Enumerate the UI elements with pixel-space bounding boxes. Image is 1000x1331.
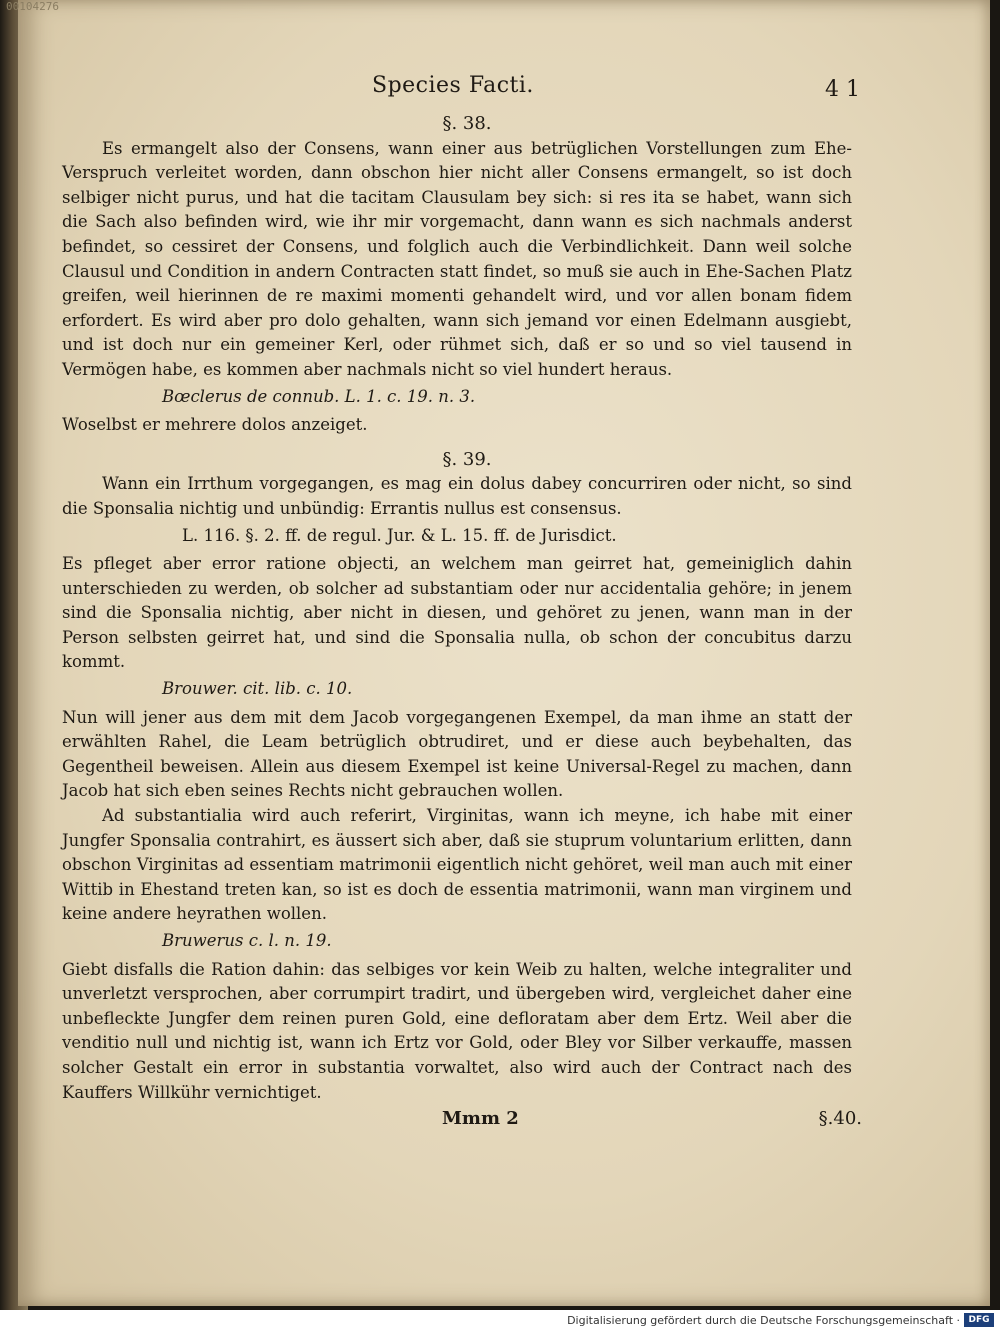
citation: Bruwerus c. l. n. 19. bbox=[162, 931, 332, 950]
citation: Bœclerus de connub. L. 1. c. 19. n. 3. bbox=[162, 386, 476, 406]
citation: L. 116. §. 2. ff. de regul. Jur. & L. 15. ff. de Jurisdict. bbox=[182, 525, 617, 545]
page-number: 4 1 bbox=[825, 77, 860, 102]
page-text bbox=[62, 70, 862, 1137]
page-footer bbox=[62, 1107, 862, 1137]
paragraph: Ad substantialia wird auch referirt, Virginitas, wann ich meyne, ich habe mit einer Jungfer Sponsalia contrahirt, es äussert sich aber, daß sie stuprum voluntarium erlitten, dann obschon Virginitas ad essentiam matrimonii eigentlich nicht gehöret, weil man auch mit einer Wittib in Ehestand treten kan, so ist es doch de essentia matrimonii, wann man virginem und keine andere heyrathen wollen. bbox=[62, 806, 852, 924]
paragraph: Es ermangelt also der Consens, wann einer aus betrüglichen Vorstellungen zum Ehe-Verspruch verleitet worden, dann obschon hier nicht aller Consens ermangelt, so ist doch selbiger nicht purus, und hat die tacitam Clausulam bey sich: si res ita se habet, wann sich die Sach also befinden wird, wie ihr mir vorgemacht, dann wann es sich nachmals anderst befindet, so cessiret der Consens, und folglich auch die Verbindlichkeit. Dann weil solche Clausul und Condition in andern Contracten statt findet, so muß sie auch in Ehe-Sachen Platz greifen, weil hierinnen de re maximi momenti gehandelt wird, und vor allen bonam fidem erfordert. Es wird aber pro dolo gehalten, wann sich jemand vor einen Edelmann ausgiebt, und ist doch nur ein gemeiner Kerl, oder rühmet sich, daß er so und so viel tausend in Vermögen habe, es kommen aber nachmals nicht so viel hundert heraus. bbox=[62, 138, 852, 379]
signature-mark: Mmm 2 bbox=[442, 1108, 519, 1130]
funding-note: Digitalisierung gefördert durch die Deutsche Forschungsgemeinschaft · bbox=[567, 1314, 960, 1327]
page-header bbox=[62, 70, 860, 110]
catchword: §.40. bbox=[818, 1108, 862, 1130]
paragraph: Wann ein Irrthum vorgegangen, es mag ein dolus dabey concurriren oder nicht, so sind die Sponsalia nichtig und unbündig: Errantis nullus est consensus. bbox=[62, 474, 852, 518]
paragraph: Es pfleget aber error ratione objecti, an welchem man geirret hat, gemeiniglich dahin unterschieden zu werden, ob solcher ad substantiam oder nur accidentalia gehöre; in jenem sind die Sponsalia nichtig, aber nicht in diesen, und gehöret zu jenen, wann man in der Person selbsten geirret hat, und sind die Sponsalia nulla, ob schon der concubitus darzu kommt. bbox=[62, 554, 852, 672]
digitization-footer bbox=[0, 1310, 1000, 1331]
section-heading-38: §. 38. bbox=[442, 113, 492, 134]
running-title: Species Facti. bbox=[372, 73, 534, 98]
paragraph: Woselbst er mehrere dolos anzeiget. bbox=[62, 415, 368, 435]
reference-id: 00104276 bbox=[6, 0, 59, 13]
citation: Brouwer. cit. lib. c. 10. bbox=[162, 679, 353, 699]
paragraph: Giebt disfalls die Ration dahin: das selbiges vor kein Weib zu halten, welche integraliter und unverletzt versprochen, aber corrumpirt tradirt, und übergeben wird, vergleichet daher eine unbefleckte Jungfer dem reinen puren Gold, eine defloratam aber dem Ertz. Weil aber die venditio null und nichtig ist, wann ich Ertz vor Gold, oder Bley vor Silber verkauffe, massen solcher Gestalt ein error in substantia vorwaltet, also wird auch der Contract nach des Kauffers Willkühr vernichtiget. bbox=[62, 959, 852, 1102]
paragraph: Nun will jener aus dem mit dem Jacob vorgegangenen Exempel, da man ihme an statt der erwählten Rahel, die Leam betrüglich obtrudiret, und er diese auch beybehalten, das Gegentheil beweisen. Allein aus diesem Exempel ist keine Universal-Regel zu machen, dann Jacob hat sich eben seines Rechts nicht gebrauchen wollen. bbox=[62, 707, 852, 801]
section-heading-39: §. 39. bbox=[442, 448, 492, 470]
dfg-logo-icon: DFG bbox=[964, 1313, 994, 1327]
